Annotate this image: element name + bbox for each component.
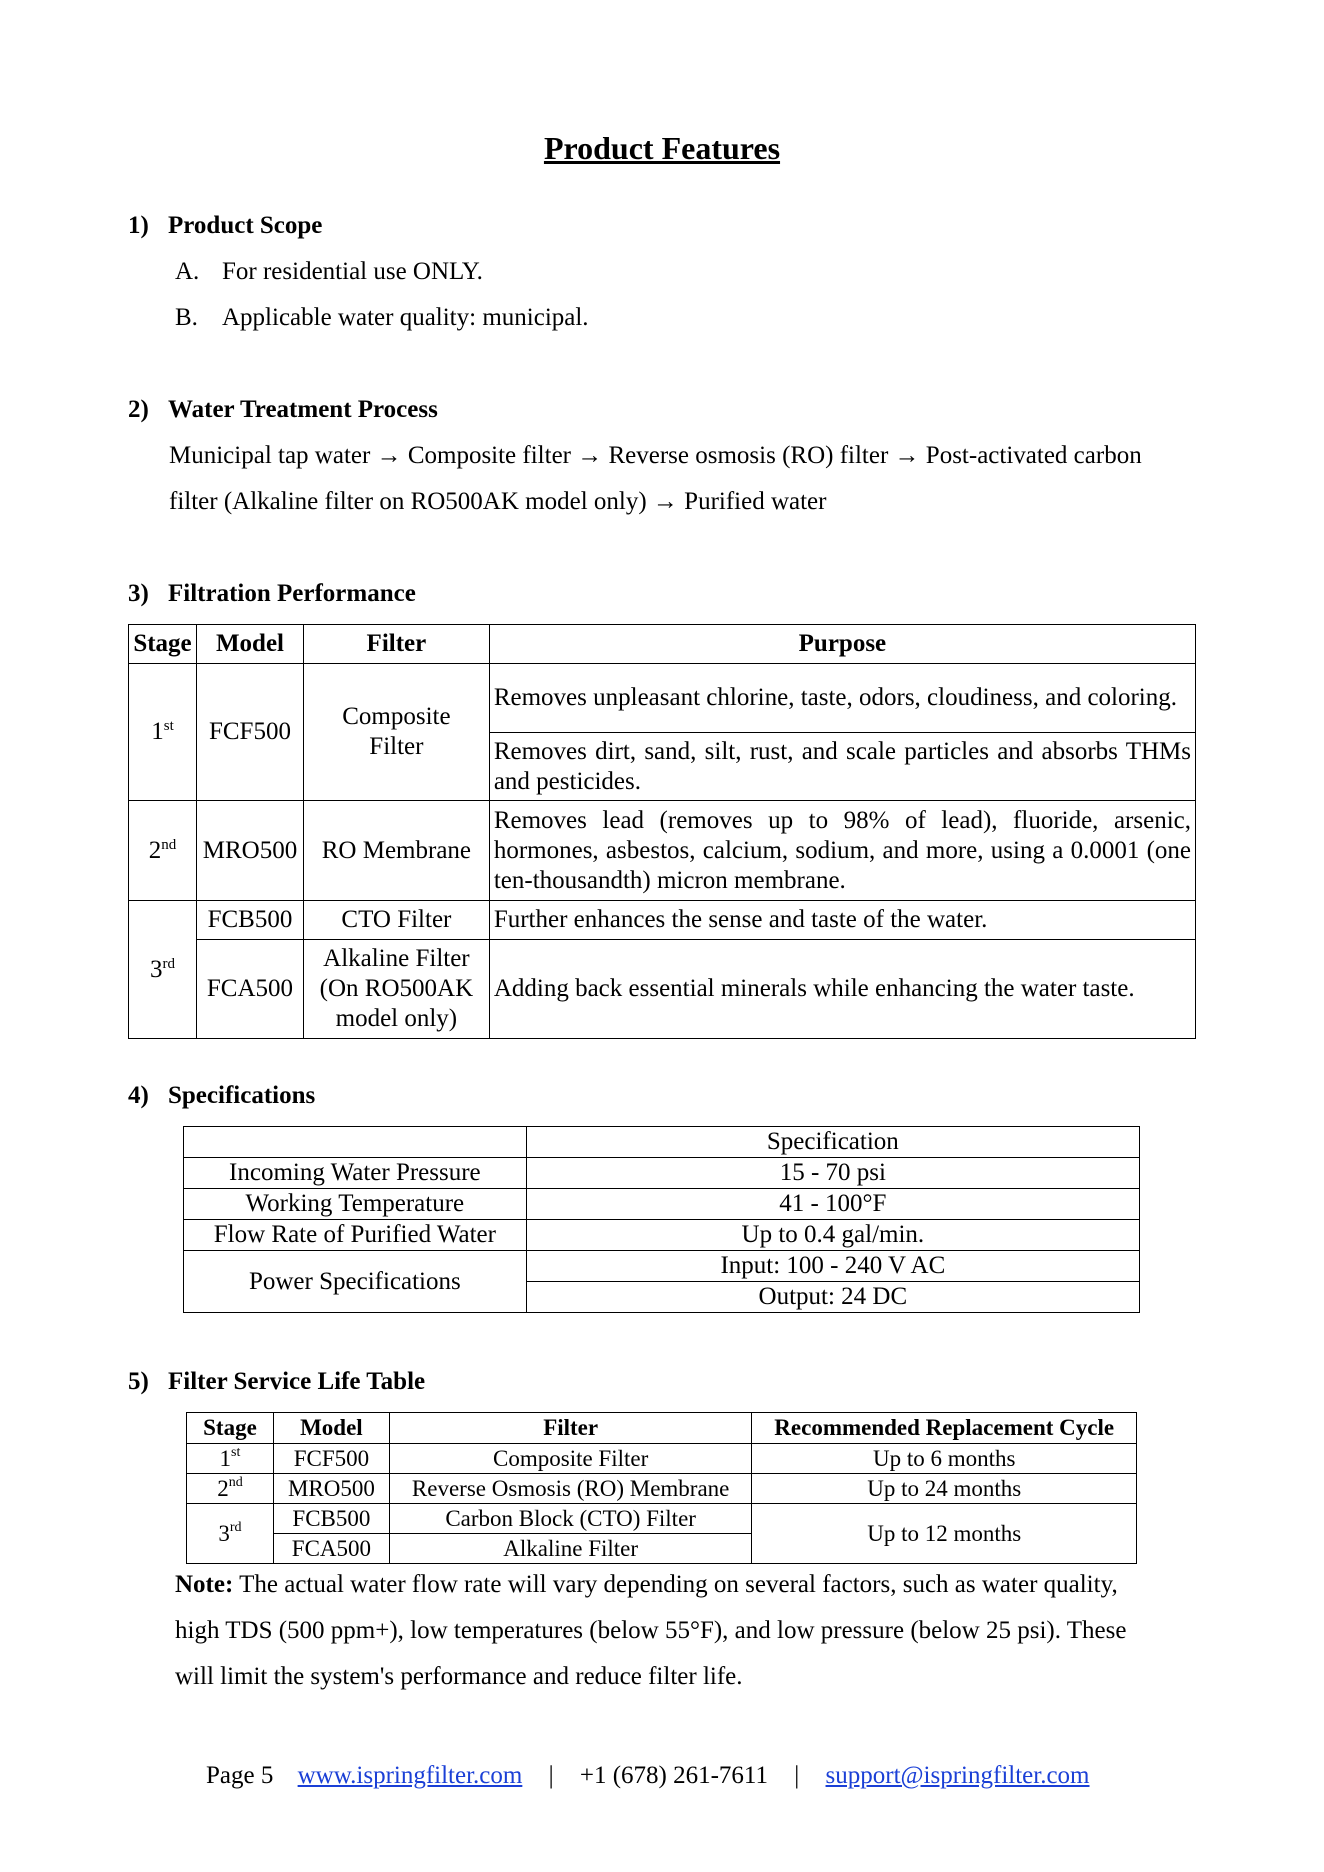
purpose-cell: Adding back essential minerals while enhancing the water taste. xyxy=(489,940,1195,1039)
stage-cell: 2nd xyxy=(129,801,197,901)
filter-cell: Composite Filter xyxy=(389,1444,752,1474)
filter-service-life-table xyxy=(186,1412,1137,1564)
spec-value: Input: 100 - 240 V AC xyxy=(526,1251,1139,1282)
table-row xyxy=(184,1251,1140,1282)
stage-cell: 3rd xyxy=(187,1504,274,1564)
filter-cell: Carbon Block (CTO) Filter xyxy=(389,1504,752,1534)
table-row xyxy=(187,1444,1137,1474)
section-title: Filtration Performance xyxy=(168,580,416,607)
cycle-cell: Up to 24 months xyxy=(752,1474,1137,1504)
note-paragraph xyxy=(175,1562,1199,1700)
spec-label: Incoming Water Pressure xyxy=(184,1158,527,1189)
table-row xyxy=(184,1220,1140,1251)
page-number: Page 5 xyxy=(206,1762,274,1789)
filtration-performance-table xyxy=(128,624,1196,1039)
table-header-row xyxy=(129,625,1196,664)
model-cell: MRO500 xyxy=(196,801,303,901)
table-row xyxy=(129,901,1196,940)
table-row xyxy=(184,1189,1140,1220)
section-water-treatment-heading xyxy=(128,394,438,426)
process-description xyxy=(169,433,1199,525)
model-cell: FCA500 xyxy=(196,940,303,1039)
spec-value: Up to 0.4 gal/min. xyxy=(526,1220,1139,1251)
model-cell: FCB500 xyxy=(273,1504,389,1534)
table-row xyxy=(187,1504,1137,1534)
purpose-cell: Removes dirt, sand, silt, rust, and scale particles and absorbs THMs and pesticides. xyxy=(489,733,1195,801)
email-link[interactable]: support@ispringfilter.com xyxy=(825,1762,1090,1789)
model-cell: FCA500 xyxy=(273,1534,389,1564)
model-cell: FCB500 xyxy=(196,901,303,940)
section-number: 2) xyxy=(128,396,149,423)
process-line-1: Municipal tap water → Composite filter → Reverse osmosis (RO) filter → Post-activated carbon xyxy=(169,442,1142,469)
spec-value: 41 - 100°F xyxy=(526,1189,1139,1220)
spec-value: 15 - 70 psi xyxy=(526,1158,1139,1189)
model-cell: MRO500 xyxy=(273,1474,389,1504)
section-specifications-heading xyxy=(128,1080,315,1112)
stage-cell: 1st xyxy=(187,1444,274,1474)
cycle-cell: Up to 6 months xyxy=(752,1444,1137,1474)
list-item xyxy=(175,256,483,288)
filter-cell: Alkaline Filter (On RO500AK model only) xyxy=(303,940,489,1039)
spec-label: Working Temperature xyxy=(184,1189,527,1220)
filter-cell: CTO Filter xyxy=(303,901,489,940)
cycle-cell: Up to 12 months xyxy=(752,1504,1137,1564)
website-link[interactable]: www.ispringfilter.com xyxy=(297,1762,523,1789)
table-header-row xyxy=(184,1127,1140,1158)
table-row xyxy=(129,664,1196,733)
spec-label: Flow Rate of Purified Water xyxy=(184,1220,527,1251)
note-line-2: high TDS (500 ppm+), low temperatures (below 55°F), and low pressure (below 25 psi). These xyxy=(175,1617,1127,1644)
filter-cell: Alkaline Filter xyxy=(389,1534,752,1564)
header-cell: Purpose xyxy=(489,625,1195,664)
list-letter: A. xyxy=(175,258,200,285)
header-cell: Model xyxy=(273,1413,389,1444)
list-text: For residential use ONLY. xyxy=(222,258,483,285)
header-cell: Stage xyxy=(129,625,197,664)
page-title: Product Features xyxy=(543,130,781,166)
footer-separator: | xyxy=(548,1762,554,1789)
spec-label: Power Specifications xyxy=(184,1251,527,1313)
section-number: 4) xyxy=(128,1082,149,1109)
stage-cell: 1st xyxy=(129,664,197,801)
section-title: Product Scope xyxy=(168,212,323,239)
spec-value: Output: 24 DC xyxy=(526,1282,1139,1313)
header-cell: Specification xyxy=(526,1127,1139,1158)
stage-cell: 2nd xyxy=(187,1474,274,1504)
table-row xyxy=(129,940,1196,1039)
list-letter: B. xyxy=(175,304,198,331)
table-row xyxy=(129,801,1196,901)
section-number: 1) xyxy=(128,212,149,239)
purpose-cell: Removes unpleasant chlorine, taste, odors, cloudiness, and coloring. xyxy=(489,664,1195,733)
section-title: Water Treatment Process xyxy=(168,396,438,423)
note-line-1: The actual water flow rate will vary depending on several factors, such as water quality, xyxy=(233,1571,1118,1598)
header-cell: Recommended Replacement Cycle xyxy=(752,1413,1137,1444)
specifications-table xyxy=(183,1126,1140,1313)
list-text: Applicable water quality: municipal. xyxy=(222,304,589,331)
process-line-2: filter (Alkaline filter on RO500AK model only) → Purified water xyxy=(169,488,827,515)
header-cell: Filter xyxy=(303,625,489,664)
table-row xyxy=(187,1474,1137,1504)
purpose-cell: Further enhances the sense and taste of the water. xyxy=(489,901,1195,940)
header-cell: Model xyxy=(196,625,303,664)
section-product-scope-heading xyxy=(128,210,322,242)
phone-number: +1 (678) 261-7611 xyxy=(579,1762,769,1789)
purpose-cell: Removes lead (removes up to 98% of lead), fluoride, arsenic, hormones, asbestos, calcium, sodium, and more, using a 0.0001 (one ten-thousandth) micron membrane. xyxy=(489,801,1195,901)
section-title: Filter Service Life Table xyxy=(168,1368,426,1395)
section-title: Specifications xyxy=(168,1082,316,1109)
section-number: 3) xyxy=(128,580,149,607)
header-cell-empty xyxy=(184,1127,527,1158)
model-cell: FCF500 xyxy=(196,664,303,801)
list-item xyxy=(175,302,589,334)
filter-cell: Reverse Osmosis (RO) Membrane xyxy=(389,1474,752,1504)
section-service-life-heading xyxy=(128,1366,425,1398)
footer-separator: | xyxy=(794,1762,800,1789)
header-cell: Filter xyxy=(389,1413,752,1444)
stage-cell: 3rd xyxy=(129,901,197,1039)
page-footer xyxy=(206,1760,1090,1792)
filter-cell: RO Membrane xyxy=(303,801,489,901)
note-label: Note: xyxy=(175,1571,234,1598)
model-cell: FCF500 xyxy=(273,1444,389,1474)
section-filtration-heading xyxy=(128,578,416,610)
table-header-row xyxy=(187,1413,1137,1444)
header-cell: Stage xyxy=(187,1413,274,1444)
section-number: 5) xyxy=(128,1368,149,1395)
table-row xyxy=(184,1158,1140,1189)
note-line-3: will limit the system's performance and reduce filter life. xyxy=(175,1663,743,1690)
filter-cell: Composite Filter xyxy=(303,664,489,801)
